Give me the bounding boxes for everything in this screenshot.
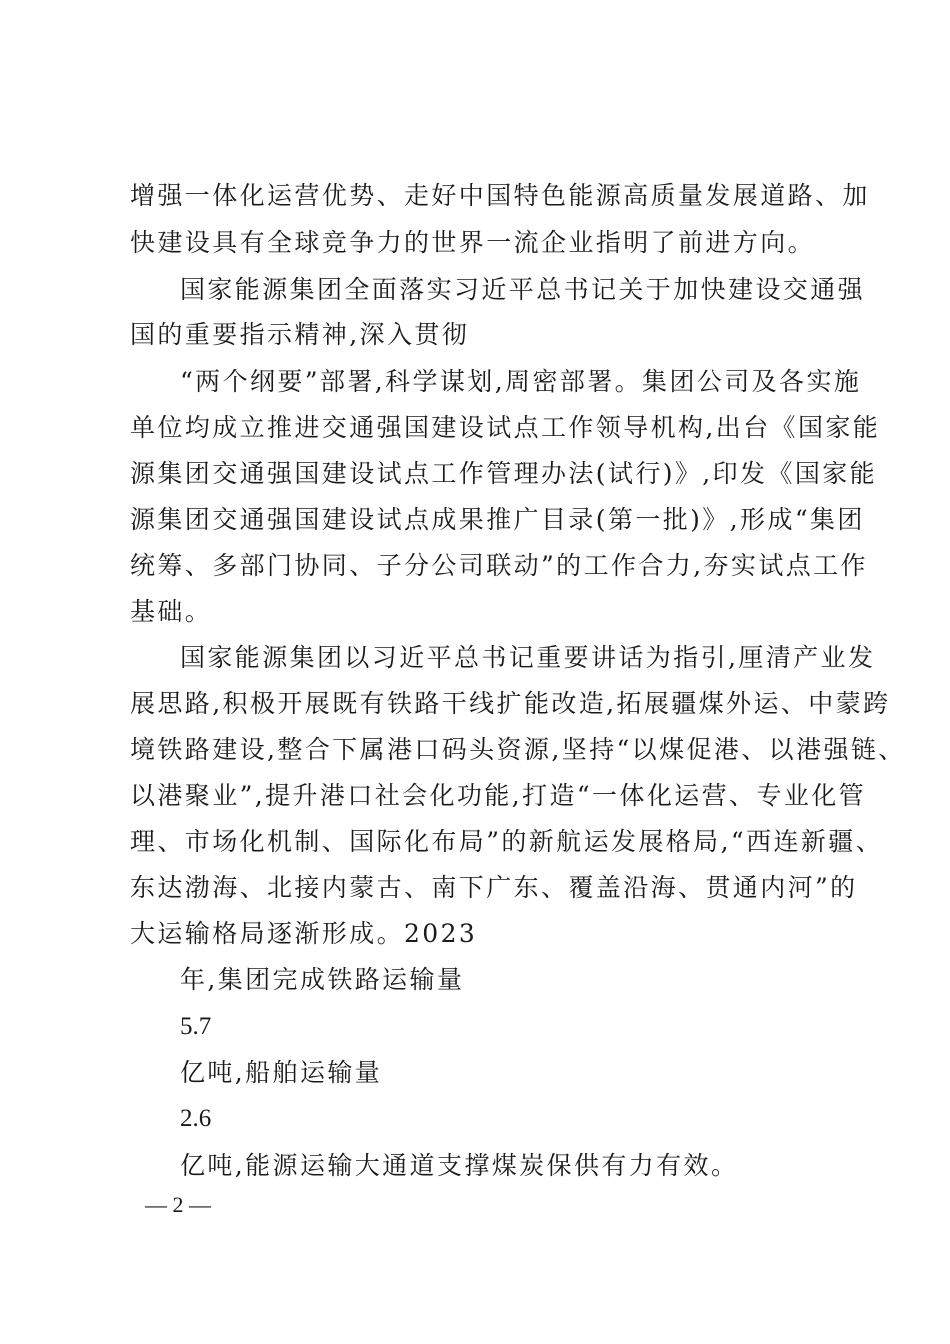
text-line: 国家能源集团以习近平总书记重要讲话为指引,厘清产业发 [180,643,876,672]
text-line: 源集团交通强国建设试点工作管理办法(试行)》,印发《国家能 [130,459,878,488]
text-line: 亿吨,能源运输大通道支撑煤炭保供有力有效。 [180,1151,739,1180]
text-line: 基础。 [130,597,213,626]
text-line: 展思路,积极开展既有铁路干线扩能改造,拓展疆煤外运、中蒙跨 [130,689,891,718]
text-line: 境铁路建设,整合下属港口码头资源,坚持“以煤促港、以港强链、 [130,735,906,764]
text-line: 5.7 [180,1013,212,1040]
page-number: — 2 — [145,1192,211,1217]
text-line: 国家能源集团全面落实习近平总书记关于加快建设交通强 [180,275,866,304]
text-line: “两个纲要”部署,科学谋划,周密部署。集团公司及各实施 [180,367,862,396]
text-line: 以港聚业”,提升港口社会化功能,打造“一体化运营、专业化管 [130,781,867,810]
text-line: 亿吨,船舶运输量 [180,1058,383,1087]
text-line: 年,集团完成铁路运输量 [180,965,465,994]
text-line: 大运输格局逐渐形成。2023 [130,919,478,948]
text-line: 东达渤海、北接内蒙古、南下广东、覆盖沿海、贯通内河”的 [130,873,858,902]
text-line: 快建设具有全球竞争力的世界一流企业指明了前进方向。 [130,228,816,257]
text-line: 增强一体化运营优势、走好中国特色能源高质量发展道路、加 [130,181,870,210]
text-line: 理、市场化机制、国际化布局”的新航运发展格局,“西连新疆、 [130,827,884,856]
text-line: 单位均成立推进交通强国建设试点工作领导机构,出台《国家能 [130,413,881,442]
text-line: 2.6 [180,1105,212,1132]
text-line: 国的重要指示精神,深入贯彻 [130,320,470,349]
text-line: 统筹、多部门协同、子分公司联动”的工作合力,夯实试点工作 [130,551,868,580]
text-line: 源集团交通强国建设试点成果推广目录(第一批)》,形成“集团 [130,505,865,534]
